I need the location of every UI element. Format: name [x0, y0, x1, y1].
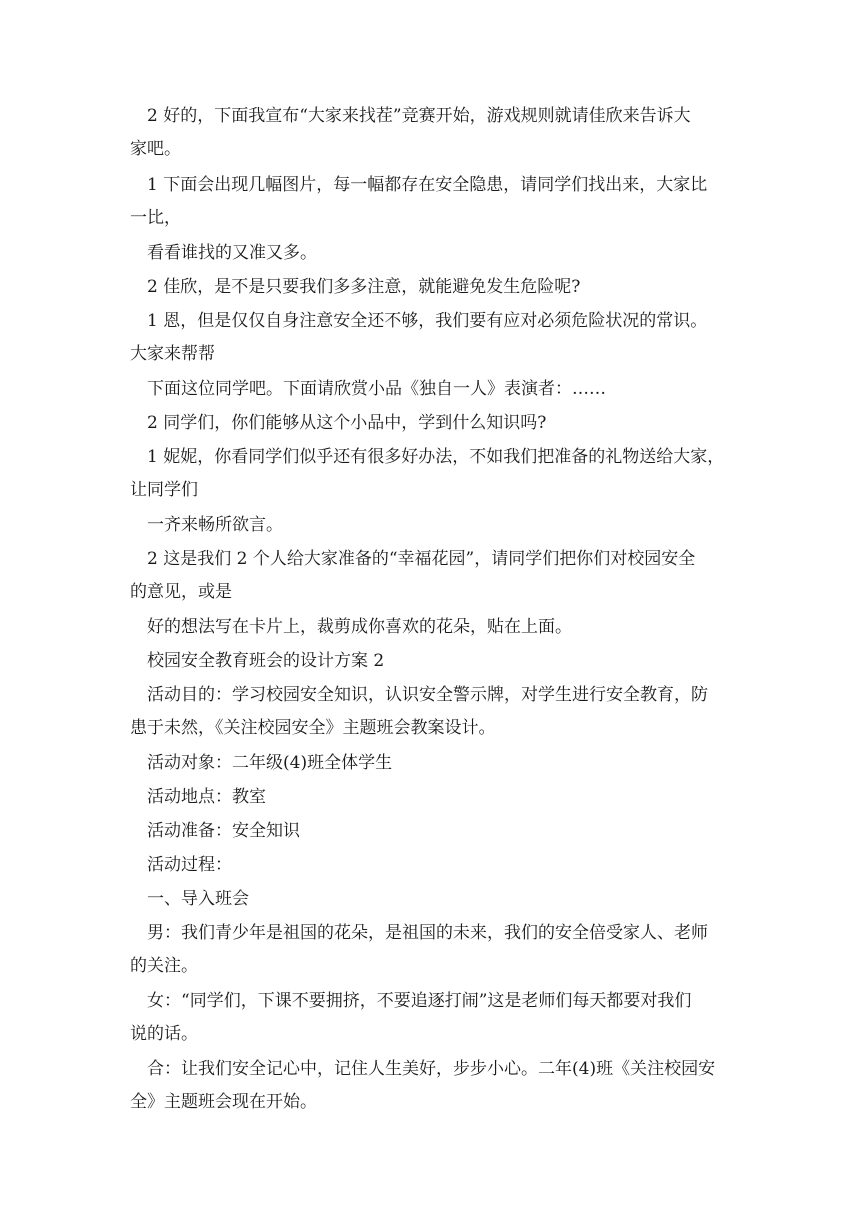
- text-line: 活动准备：安全知识: [147, 821, 300, 841]
- text-line: 2 这是我们 2 个人给大家准备的“幸福花园”，请同学们把你们对校园安全: [147, 549, 696, 569]
- text-line: 让同学们: [130, 480, 198, 500]
- text-line: 下面这位同学吧。下面请欣赏小品《独自一人》表演者：……: [147, 379, 606, 399]
- text-line: 活动目的：学习校园安全知识，认识安全警示牌，对学生进行安全教育，防: [147, 685, 708, 705]
- text-line: 全》主题班会现在开始。: [130, 1092, 317, 1112]
- text-line: 说的话。: [130, 1024, 198, 1044]
- text-line: 活动过程：: [147, 855, 232, 875]
- text-line: 1 恩，但是仅仅自身注意安全还不够，我们要有应对必须危险状况的常识。: [147, 311, 708, 331]
- text-line: 活动对象：二年级(4)班全体学生: [147, 753, 393, 773]
- text-line: 的意见，或是: [130, 582, 232, 602]
- text-line: 大家来帮帮: [130, 344, 215, 364]
- section-title: 校园安全教育班会的设计方案 2: [147, 651, 385, 671]
- text-line: 看看谁找的又准又多。: [147, 243, 317, 263]
- text-line: 女：“同学们，下课不要拥挤，不要追逐打闹”这是老师们每天都要对我们: [147, 991, 692, 1011]
- text-line: 2 好的，下面我宣布“大家来找茬”竞赛开始，游戏规则就请佳欣来告诉大: [147, 106, 691, 126]
- text-line: 男：我们青少年是祖国的花朵，是祖国的未来，我们的安全倍受家人、老师: [147, 923, 708, 943]
- text-line: 的关注。: [130, 956, 198, 976]
- text-line: 1 妮妮，你看同学们似乎还有很多好办法，不如我们把准备的礼物送给大家，: [147, 447, 725, 467]
- text-line: 2 佳欣，是不是只要我们多多注意，就能避免发生危险呢?: [147, 277, 581, 297]
- text-line: 家吧。: [130, 139, 181, 159]
- text-line: 一齐来畅所欲言。: [147, 515, 283, 535]
- text-line: 好的想法写在卡片上，裁剪成你喜欢的花朵，贴在上面。: [147, 617, 572, 637]
- section-heading: 一、导入班会: [147, 889, 249, 909]
- text-line: 合：让我们安全记心中，记住人生美好，步步小心。二年(4)班《关注校园安: [147, 1059, 716, 1079]
- text-line: 患于未然，《关注校园安全》主题班会教案设计。: [130, 718, 496, 738]
- text-line: 活动地点：教室: [147, 787, 266, 807]
- text-line: 1 下面会出现几幅图片，每一幅都存在安全隐患，请同学们找出来，大家比: [147, 175, 708, 195]
- text-line: 2 同学们，你们能够从这个小品中，学到什么知识吗?: [147, 413, 547, 433]
- text-line: 一比，: [130, 208, 181, 228]
